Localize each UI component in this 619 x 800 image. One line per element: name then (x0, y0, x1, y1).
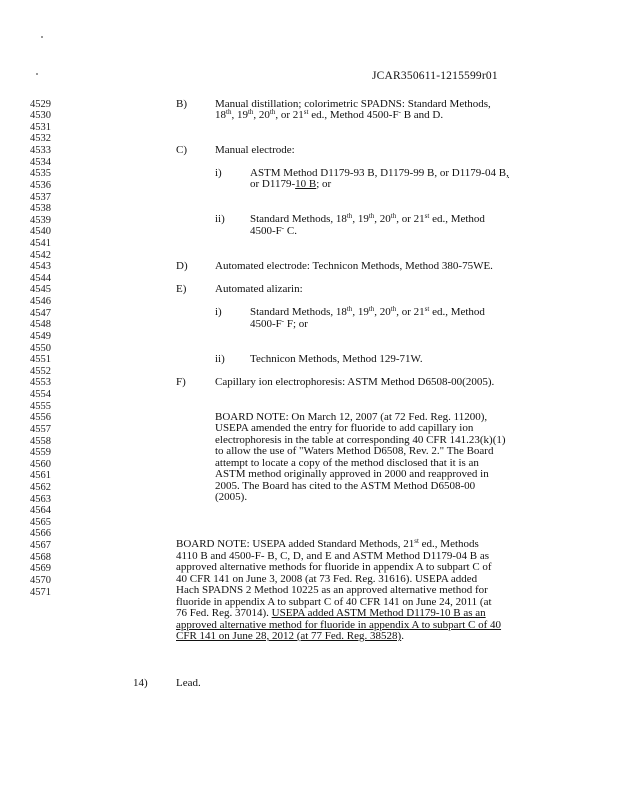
board-note-1-line: 2005. The Board has cited to the ASTM Method D6508-00 (215, 480, 476, 492)
item-d-text: Automated electrode: Technicon Methods, Method 380-75WE. (215, 260, 493, 272)
line-number: 4531 (30, 121, 51, 133)
board-note-2-line-9: CFR 141 on June 28, 2012 (at 77 Fed. Reg. 38528). (176, 630, 404, 642)
line-number: 4541 (30, 237, 51, 249)
board-note-2-line-7: 76 Fed. Reg. 37014). USEPA added ASTM Method D1179-10 B as an (176, 607, 486, 619)
line-number: 4565 (30, 516, 51, 528)
line-number: 4558 (30, 435, 51, 447)
line-number: 4571 (30, 586, 51, 598)
board-note-1-line: USEPA amended the entry for fluoride to add capillary ion (215, 422, 474, 434)
item-e-ii-label: ii) (215, 353, 225, 365)
line-number: 4570 (30, 574, 51, 586)
line-number: 4548 (30, 319, 51, 331)
line-number: 4543 (30, 261, 51, 273)
line-number: 4559 (30, 447, 51, 459)
item-c-i-label: i) (215, 167, 222, 179)
line-number: 4568 (30, 551, 51, 563)
item-b-label: B) (176, 98, 187, 110)
line-number: 4554 (30, 389, 51, 400)
item-14-text: Lead. (176, 677, 201, 689)
line-number: 4539 (30, 214, 51, 226)
item-b-line-2: 18th, 19th, 20th, or 21st ed., Method 4500-F- B and D. (215, 108, 444, 121)
line-number: 4562 (30, 482, 51, 493)
line-number: 4544 (30, 272, 51, 284)
item-e-label: E) (176, 283, 187, 295)
line-number: 4564 (30, 505, 51, 517)
line-number: 4549 (30, 330, 51, 342)
item-e-i-line-1: Standard Methods, 18th, 19th, 20th, or 21st ed., Method (250, 305, 485, 318)
line-number: 4563 (30, 493, 51, 505)
line-number: 4557 (30, 423, 51, 435)
item-c-text: Manual electrode: (215, 144, 295, 156)
scan-artifact-dot (36, 73, 38, 75)
board-note-2-line-8: approved alternative method for fluoride in appendix A to subpart C of 40 (176, 619, 502, 631)
line-number: 4550 (30, 342, 51, 354)
board-note-1-line: attempt to locate a copy of the method disclosed that it is an (215, 457, 479, 469)
line-number: 4552 (30, 365, 51, 377)
line-number: 4545 (30, 284, 51, 296)
item-c-i-line-1: ASTM Method D1179-93 B, D1179-99 B, or D1179-04 B, (250, 167, 509, 179)
line-number: 4542 (30, 249, 51, 261)
board-note-2-line-5: Hach SPADNS 2 Method 10225 as an approved alternative method for (176, 584, 488, 596)
document-id-header: JCAR350611-1215599r01 (372, 70, 498, 82)
item-14-label: 14) (133, 677, 148, 689)
line-number: 4560 (30, 458, 51, 470)
line-number: 4540 (30, 226, 51, 238)
board-note-2-line-6: fluoride in appendix A to subpart C of 40 CFR 141 on June 24, 2011 (at (176, 596, 492, 608)
line-number: 4530 (30, 110, 51, 122)
item-c-label: C) (176, 144, 187, 156)
board-note-2-line-3: approved alternative methods for fluoride in appendix A to subpart C of (176, 561, 492, 573)
line-number: 4556 (30, 412, 51, 424)
line-number: 4534 (30, 156, 51, 168)
item-c-ii-line-2: 4500-F- C. (250, 224, 297, 237)
line-number: 4536 (30, 179, 51, 191)
line-number: 4553 (30, 377, 51, 389)
item-f-label: F) (176, 376, 186, 388)
line-number: 4567 (30, 540, 51, 552)
board-note-2-line-2: 4110 B and 4500-F- B, C, D, and E and ASTM Method D1179-04 B as (176, 550, 489, 562)
line-number: 4537 (30, 191, 51, 203)
line-number: 4547 (30, 307, 51, 319)
board-note-2-line-1: BOARD NOTE: USEPA added Standard Methods, 21st ed., Methods (176, 537, 479, 550)
line-number: 4569 (30, 563, 51, 575)
line-number: 4566 (30, 528, 51, 540)
scan-artifact-dot (41, 36, 43, 38)
item-c-ii-label: ii) (215, 213, 225, 225)
line-number: 4535 (30, 168, 51, 180)
line-number: 4551 (30, 354, 51, 366)
line-number: 4561 (30, 470, 51, 482)
line-number: 4533 (30, 145, 51, 156)
item-c-ii-line-1: Standard Methods, 18th, 19th, 20th, or 21st ed., Method (250, 212, 485, 225)
item-e-text: Automated alizarin: (215, 283, 303, 295)
line-number: 4546 (30, 296, 51, 307)
board-note-1-line: electrophoresis in the table at corresponding 40 CFR 141.23(k)(1) (215, 434, 506, 446)
item-d-label: D) (176, 260, 188, 272)
line-number: 4555 (30, 400, 51, 412)
line-number: 4532 (30, 133, 51, 145)
line-number: 4529 (30, 98, 51, 110)
board-note-1-line: (2005). (215, 491, 248, 503)
item-f-text: Capillary ion electrophoresis: ASTM Method D6508-00(2005). (215, 376, 495, 388)
board-note-1-line: ASTM method originally approved in 2000 and reapproved in (215, 468, 489, 480)
board-note-2-line-4: 40 CFR 141 on June 3, 2008 (at 73 Fed. Reg. 31616). USEPA added (176, 573, 478, 585)
item-b-line-1: Manual distillation; colorimetric SPADNS: Standard Methods, (215, 98, 491, 110)
item-e-i-line-2: 4500-F- F; or (250, 317, 308, 330)
item-e-ii-text: Technicon Methods, Method 129-71W. (250, 353, 423, 365)
item-e-i-label: i) (215, 306, 222, 318)
board-note-1-line: to allow the use of "Waters Method D6508, Rev. 2." The Board (215, 445, 494, 457)
board-note-1-line: BOARD NOTE: On March 12, 2007 (at 72 Fed. Reg. 11200), (215, 411, 488, 423)
item-c-i-line-2: or D1179-10 B; or (250, 178, 332, 190)
line-number: 4538 (30, 203, 51, 215)
